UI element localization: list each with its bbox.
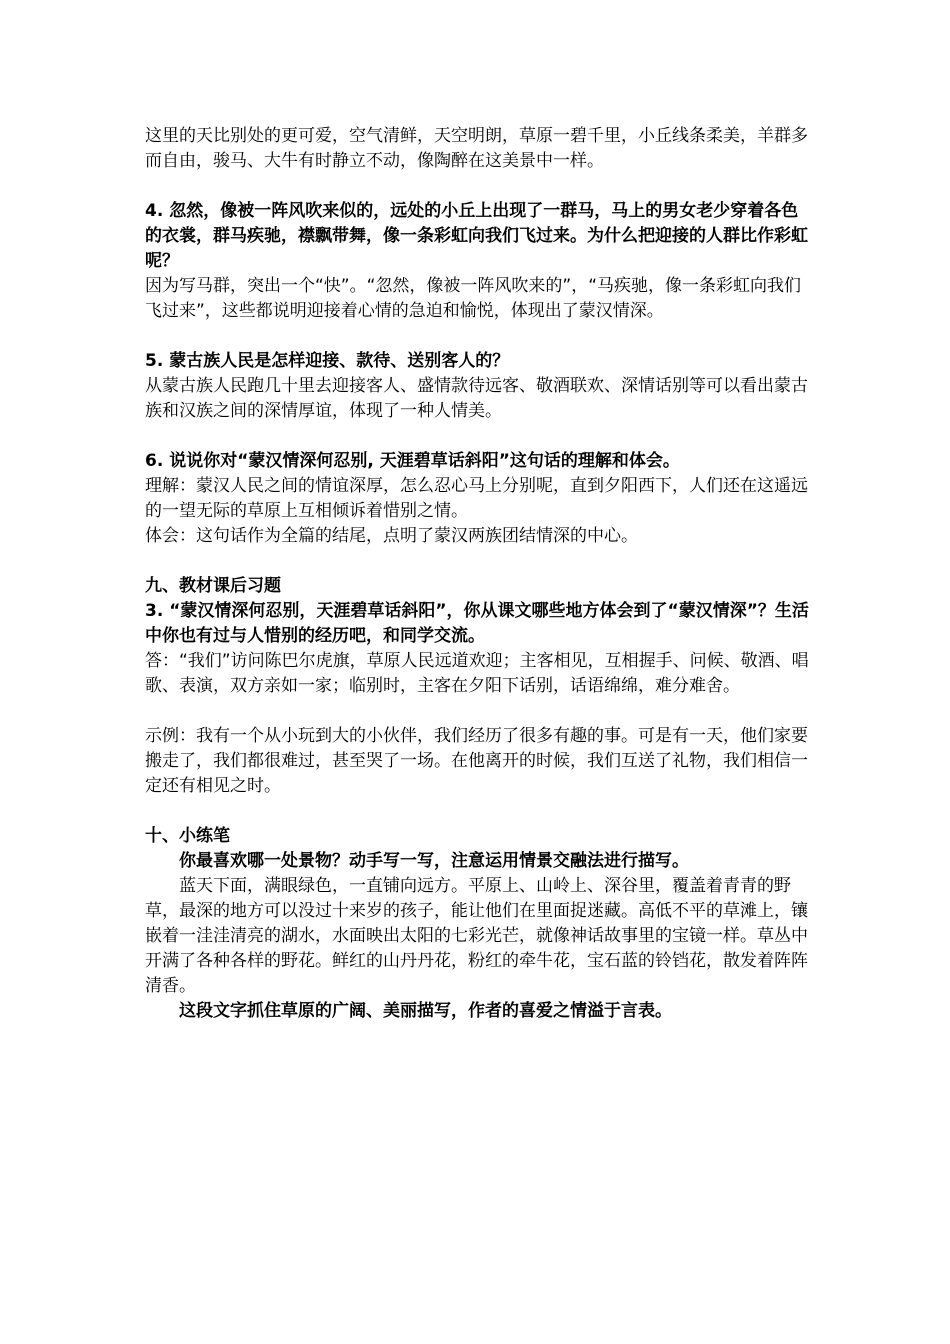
example-answer: 示例：我有一个从小玩到大的小伙伴，我们经历了很多有趣的事。可是有一天，他们家要搬走了，我们都很难过，甚至哭了一场。在他离开的时候，我们互送了礼物，我们相信一定还有相见之时。 xyxy=(145,726,808,796)
spacer xyxy=(145,699,810,724)
answer-3: 答：“我们”访问陈巴尔虎旗，草原人民远道欢迎；主客相见，互相握手、问候、敬酒、唱歌、表演，双方亲如一家；临别时，主客在夕阳下话别，话语绵绵，难分难舍。 xyxy=(145,651,809,696)
question-5: 5. 蒙古族人民是怎样迎接、款待、送别客人的？ xyxy=(145,351,510,371)
spacer xyxy=(145,424,810,449)
spacer xyxy=(145,324,810,349)
question-3: 3. “蒙汉情深何忍别，天涯碧草话斜阳”，你从课文哪些地方体会到了“蒙汉情深”？生活中你也有过与人惜别的经历吧，和同学交流。 xyxy=(145,601,809,646)
answer-6-reflection: 体会：这句话作为全篇的结尾，点明了蒙汉两族团结情深的中心。 xyxy=(145,526,638,546)
section-heading-10: 十、小练笔 xyxy=(145,826,230,846)
sample-essay: 蓝天下面，满眼绿色，一直铺向远方。平原上、山岭上、深谷里，覆盖着青青的野草，最深的地方可以没过十来岁的孩子，能让他们在里面捉迷藏。高低不平的草滩上，镶嵌着一洼洼清亮的湖水，水面映出太阳的七彩光芒，就像神话故事里的宝镜一样。草丛中开满了各种各样的野花。鲜红的山丹丹花，粉红的牵牛花，宝石蓝的铃铛花，散发着阵阵清香。 xyxy=(145,876,808,996)
answer-4: 因为写马群，突出一个“快”。“忽然，像被一阵风吹来的”，“马疾驰，像一条彩虹向我们飞过来”，这些都说明迎接着心情的急迫和愉悦，体现出了蒙汉情深。 xyxy=(145,276,802,321)
section-heading-9: 九、教材课后习题 xyxy=(145,576,281,596)
spacer xyxy=(145,799,810,824)
question-4: 4. 忽然，像被一阵风吹来似的，远处的小丘上出现了一群马，马上的男女老少穿着各色的衣裳，群马疾驰，襟飘带舞，像一条彩虹向我们飞过来。为什么把迎接的人群比作彩虹呢？ xyxy=(145,201,808,271)
spacer xyxy=(145,549,810,574)
writing-task: 你最喜欢哪一处景物？动手写一写，注意运用情景交融法进行描写。 xyxy=(179,851,689,871)
question-6: 6. 说说你对“蒙汉情深何忍别, 天涯碧草话斜阳”这句话的理解和体会。 xyxy=(145,451,680,471)
answer-5: 从蒙古族人民跑几十里去迎接客人、盛情款待远客、敬酒联欢、深情话别等可以看出蒙古族和汉族之间的深情厚谊，体现了一种人情美。 xyxy=(145,376,808,421)
spacer xyxy=(145,174,810,199)
answer-6-understanding: 理解：蒙汉人民之间的情谊深厚，怎么忍心马上分别呢，直到夕阳西下，人们还在这遥远的一望无际的草原上互相倾诉着惜别之情。 xyxy=(145,476,808,521)
document-page xyxy=(145,124,810,1024)
essay-comment: 这段文字抓住草原的广阔、美丽描写，作者的喜爱之情溢于言表。 xyxy=(179,1001,672,1021)
paragraph-scenery: 这里的天比别处的更可爱，空气清鲜，天空明朗，草原一碧千里，小丘线条柔美，羊群多而自由，骏马、大牛有时静立不动，像陶醉在这美景中一样。 xyxy=(145,126,808,171)
